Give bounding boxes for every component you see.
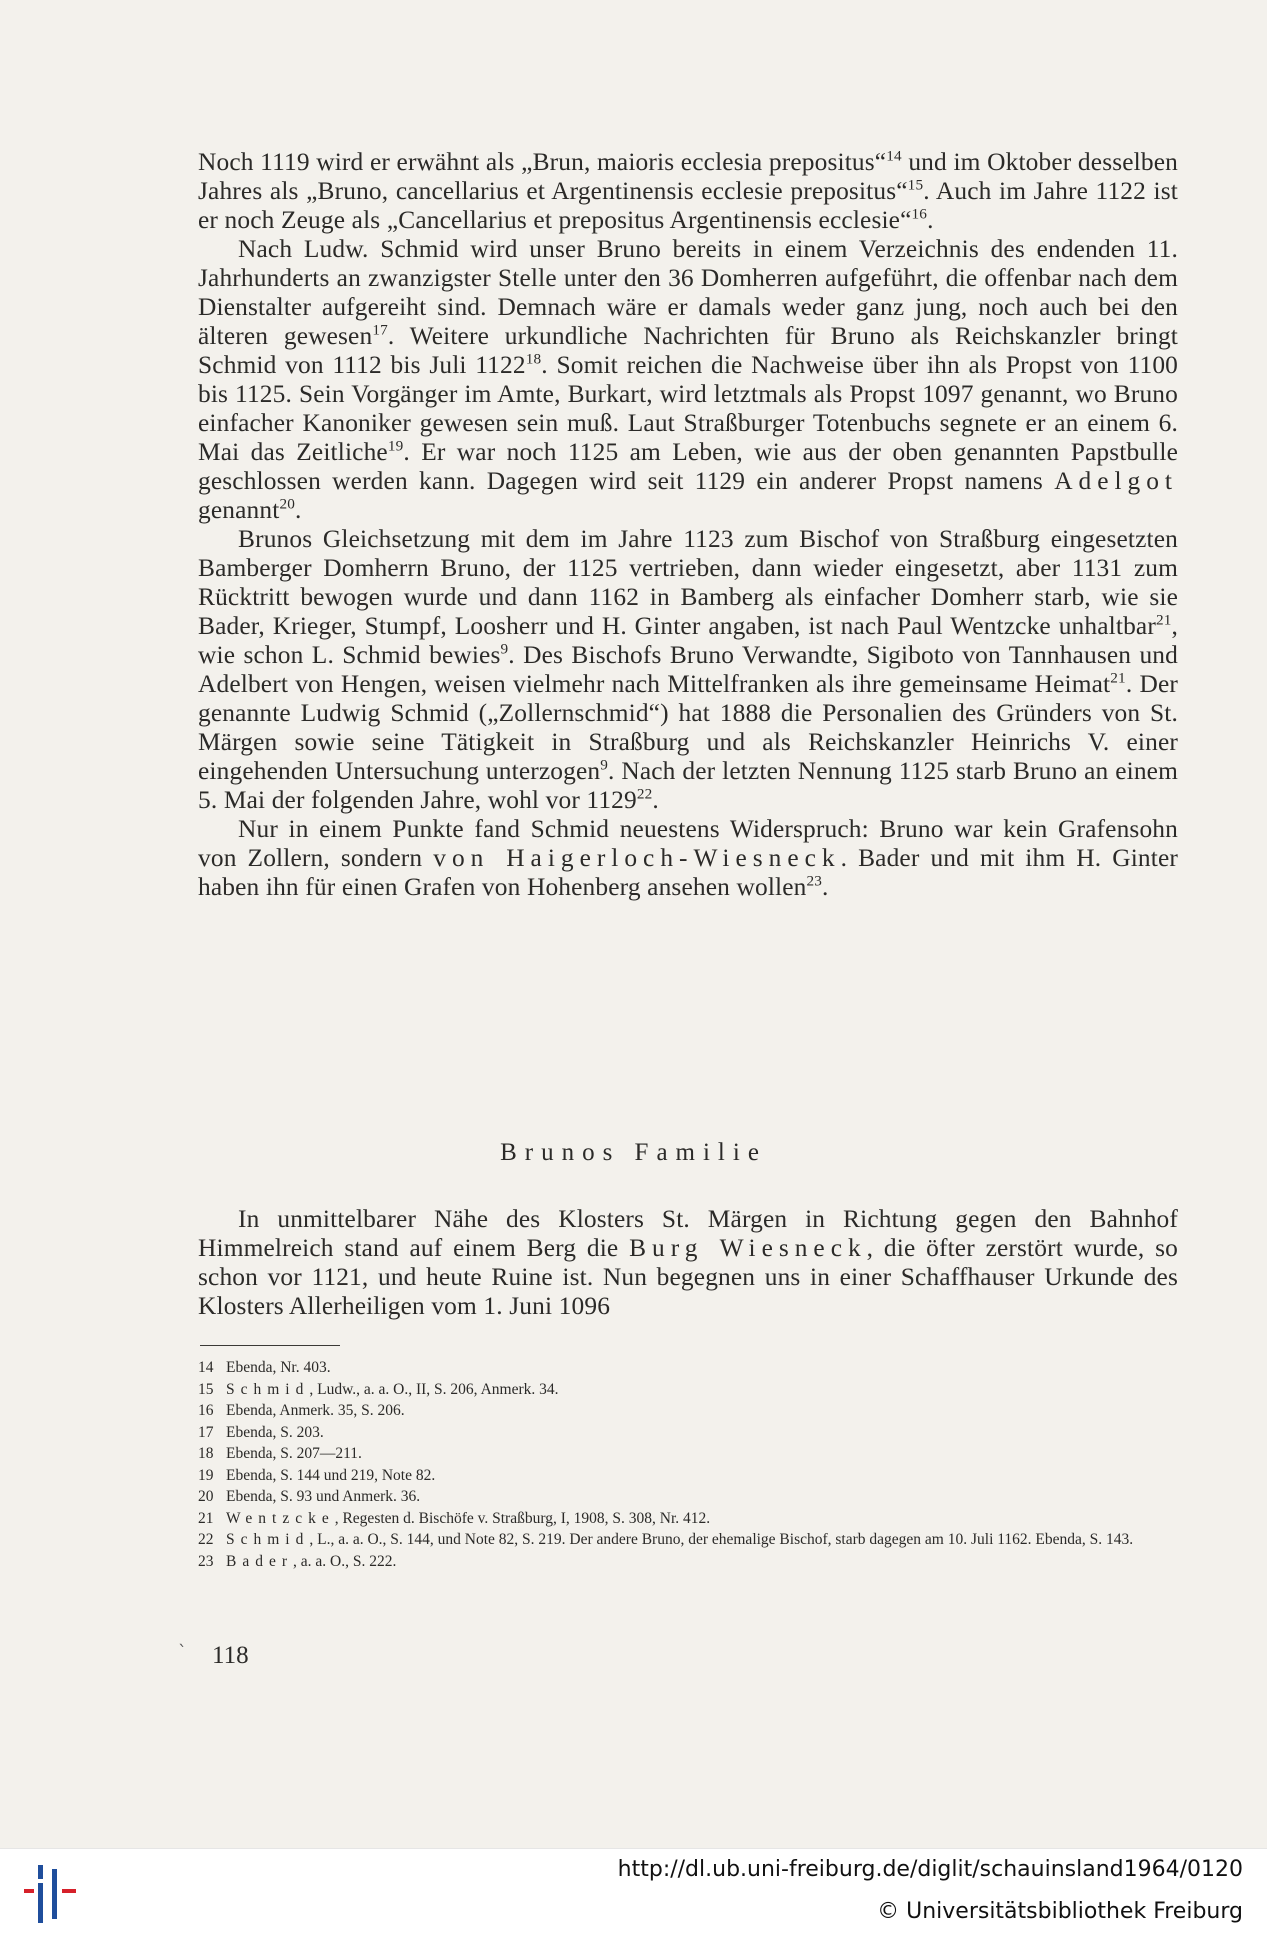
text-run: , Ludw., a. a. O., II, S. 206, Anmerk. 34. <box>309 1380 559 1398</box>
footnote-text <box>226 1357 1178 1379</box>
footnote-reference: 14 <box>886 147 902 165</box>
text-run: , wie schon L. Schmid bewies <box>198 612 1178 669</box>
spaced-emphasis: Bader <box>226 1552 294 1570</box>
ub-freiburg-logo-icon <box>22 1861 82 1927</box>
copyright-notice: © Universitätsbibliothek Freiburg <box>877 1899 1243 1924</box>
spaced-emphasis: Burg Wiesneck <box>629 1234 867 1262</box>
paragraph <box>198 148 1178 235</box>
footnote-item <box>198 1422 1178 1444</box>
footnote-text <box>226 1379 1178 1401</box>
text-run: . Des Bischofs Bruno Verwandte, Sigiboto von Tannhausen und Adelbert von Hengen, weisen vielmehr nach Mittelfranken als ihre gemeinsame Heimat <box>198 641 1178 698</box>
text-run: genannt <box>198 496 280 524</box>
footnote-item <box>198 1400 1178 1422</box>
footnote-reference: 20 <box>279 495 295 513</box>
spaced-emphasis: von Haigerloch-Wiesneck <box>433 844 841 872</box>
text-run: . Er war noch 1125 am Leben, wie aus der oben genannten Papstbulle geschlossen werden kann. Dagegen wird seit 1129 ein anderer Propst namens <box>198 438 1179 495</box>
footnote-item <box>198 1486 1178 1508</box>
text-run: Nach Ludw. Schmid wird unser Bruno bereits in einem Verzeichnis des endenden 11. Jahrhunderts an zwanzigster Stelle unter den 36 Domherren aufgeführt, die offenbar nach dem Dienstalter aufgereiht sind. Demnach wäre er damals weder ganz jung, noch auch bei den älteren gewesen <box>198 235 1178 350</box>
footnote-reference: 9 <box>600 756 608 774</box>
paragraph <box>198 235 1178 525</box>
footnote-reference: 15 <box>907 176 924 194</box>
text-run: Brunos Gleichsetzung mit dem im Jahre 1123 zum Bischof von Straßburg eingesetzten Bamberger Domherrn Bruno, der 1125 vertrieben, dann wieder eingesetzt, aber 1131 zum Rücktritt bewogen wurde und dann 1162 in Bamberg als einfacher Domherr starb, wie sie Bader, Krieger, Stumpf, Loosherr und H. Ginter angaben, ist nach Paul Wentzcke unhaltbar <box>198 525 1178 640</box>
text-run: , a. a. O., S. 222. <box>293 1552 397 1570</box>
body-text-continued <box>198 1205 1178 1321</box>
text-run: , Regesten d. Bischöfe v. Straßburg, I, 1908, S. 308, Nr. 412. <box>334 1509 711 1527</box>
text-run: und im Oktober desselben Jahres als „Bruno, cancellarius et Argentinensis ecclesie prepositus“ <box>198 148 1178 205</box>
text-run: . Bader und mit ihm H. Ginter haben ihn für einen Grafen von Hohenberg ansehen wollen <box>198 844 1179 901</box>
text-run: Ebenda, S. 144 und 219, Note 82. <box>226 1466 436 1484</box>
text-run: . Weitere urkundliche Nachrichten für Bruno als Reichskanzler bringt Schmid von 1112 bis Juli 1122 <box>198 322 1179 379</box>
footnote-reference: 17 <box>372 321 388 339</box>
footnote-item <box>198 1357 1178 1379</box>
text-run: . Der genannte Ludwig Schmid („Zollernschmid“) hat 1888 die Personalien des Gründers von St. Märgen sowie seine Tätigkeit in Straßburg und als Reichskanzler Heinrichs V. einer eingehenden Untersuchung unterzogen <box>198 670 1178 785</box>
footnote-reference: 16 <box>911 205 928 223</box>
footnote-reference: 9 <box>500 640 509 658</box>
footnote-text <box>226 1465 1178 1487</box>
margin-tick-mark: ˋ <box>178 1642 187 1663</box>
footnote-text <box>226 1529 1178 1551</box>
text-run: Ebenda, S. 93 und Anmerk. 36. <box>226 1488 421 1505</box>
footer-bar <box>0 1848 1267 1939</box>
text-run: Ebenda, S. 203. <box>226 1423 324 1441</box>
footnote-number: 16 <box>198 1402 214 1419</box>
footnote-number: 22 <box>198 1531 214 1548</box>
paragraph <box>198 525 1178 815</box>
spaced-emphasis: Schmid <box>226 1531 310 1548</box>
footnote-item <box>198 1529 1178 1551</box>
text-run: Nur in einem Punkte fand Schmid neuestens Widerspruch: Bruno war kein Grafensohn von Zollern, sondern <box>198 815 1178 872</box>
text-run: Ebenda, S. 207—211. <box>226 1445 362 1462</box>
permalink-url[interactable]: http://dl.ub.uni-freiburg.de/diglit/schauinsland1964/0120 <box>617 1857 1243 1882</box>
footnote-number: 14 <box>198 1359 214 1376</box>
text-run: In unmittelbarer Nähe des Klosters St. Märgen in Richtung gegen den Bahnhof Himmelreich stand auf einem Berg die <box>198 1205 1178 1262</box>
footnote-reference: 21 <box>1110 669 1126 687</box>
footnote-item <box>198 1551 1178 1573</box>
footnote-number: 17 <box>198 1423 214 1441</box>
footnote-item <box>198 1443 1178 1465</box>
text-run: . Auch im Jahre 1122 ist er noch Zeuge als „Cancellarius et prepositus Argentinensis ecclesie“ <box>198 177 1178 234</box>
footnotes <box>198 1357 1178 1572</box>
text-run: . Somit reichen die Nachweise über ihn als Propst von 1100 bis 1125. Sein Vorgänger im Amte, Burkart, wird letztmals als Propst 1097 genannt, wo Bruno einfacher Kanoniker gewesen sein muß. Laut Straßburger Totenbuchs segnete er an einem 6. Mai das Zeitliche <box>198 351 1179 466</box>
paragraph <box>198 1205 1178 1321</box>
spaced-emphasis: Wentzcke <box>226 1509 335 1527</box>
text-run: Ebenda, Nr. 403. <box>226 1359 331 1376</box>
text-run: . <box>652 786 659 814</box>
footnote-number: 20 <box>198 1488 214 1505</box>
footnote-number: 23 <box>198 1552 214 1570</box>
footnote-reference: 21 <box>1155 611 1172 629</box>
paragraph <box>198 815 1178 902</box>
footnote-text <box>226 1400 1178 1422</box>
text-run: . <box>294 496 302 524</box>
spaced-emphasis: Schmid <box>226 1380 310 1398</box>
footnote-item <box>198 1379 1178 1401</box>
footnote-text <box>226 1443 1178 1465</box>
footnote-item <box>198 1465 1178 1487</box>
footnote-text <box>226 1422 1178 1444</box>
section-heading: Brunos Familie <box>500 1139 767 1166</box>
footnote-reference: 22 <box>636 785 653 803</box>
text-run: , die öfter zerstört wurde, so schon vor 1121, und heute Ruine ist. Nun begegnen uns in einer Schaffhauser Urkunde des Klosters Allerheiligen vom 1. Juni 1096 <box>198 1234 1178 1320</box>
spaced-emphasis: Adelgot <box>1054 467 1178 495</box>
footnote-text <box>226 1551 1178 1573</box>
footnote-text <box>226 1508 1178 1530</box>
footnote-number: 15 <box>198 1380 214 1398</box>
footnote-reference: 23 <box>806 872 823 890</box>
page-number: 118 <box>212 1642 249 1669</box>
text-run: . <box>822 873 829 901</box>
footnote-item <box>198 1508 1178 1530</box>
footnote-rule <box>200 1345 340 1346</box>
text-run: Ebenda, Anmerk. 35, S. 206. <box>226 1402 405 1419</box>
footnote-number: 19 <box>198 1466 214 1484</box>
body-text <box>198 148 1178 902</box>
footnote-reference: 19 <box>387 437 404 455</box>
text-run: , L., a. a. O., S. 144, und Note 82, S. 219. Der andere Bruno, der ehemalige Bischof, starb dagegen am 10. Juli 1162. Ebenda, S. 143. <box>309 1531 1134 1548</box>
footnote-number: 21 <box>198 1509 214 1527</box>
footnote-text <box>226 1486 1178 1508</box>
text-run: . <box>927 206 934 234</box>
footnote-number: 18 <box>198 1445 214 1462</box>
text-run: . Nach der letzten Nennung 1125 starb Bruno an einem 5. Mai der folgenden Jahre, wohl vor 1129 <box>198 757 1178 814</box>
text-run: Noch 1119 wird er erwähnt als „Brun, maioris ecclesia prepositus“ <box>198 148 887 176</box>
footnote-reference: 18 <box>525 350 542 368</box>
